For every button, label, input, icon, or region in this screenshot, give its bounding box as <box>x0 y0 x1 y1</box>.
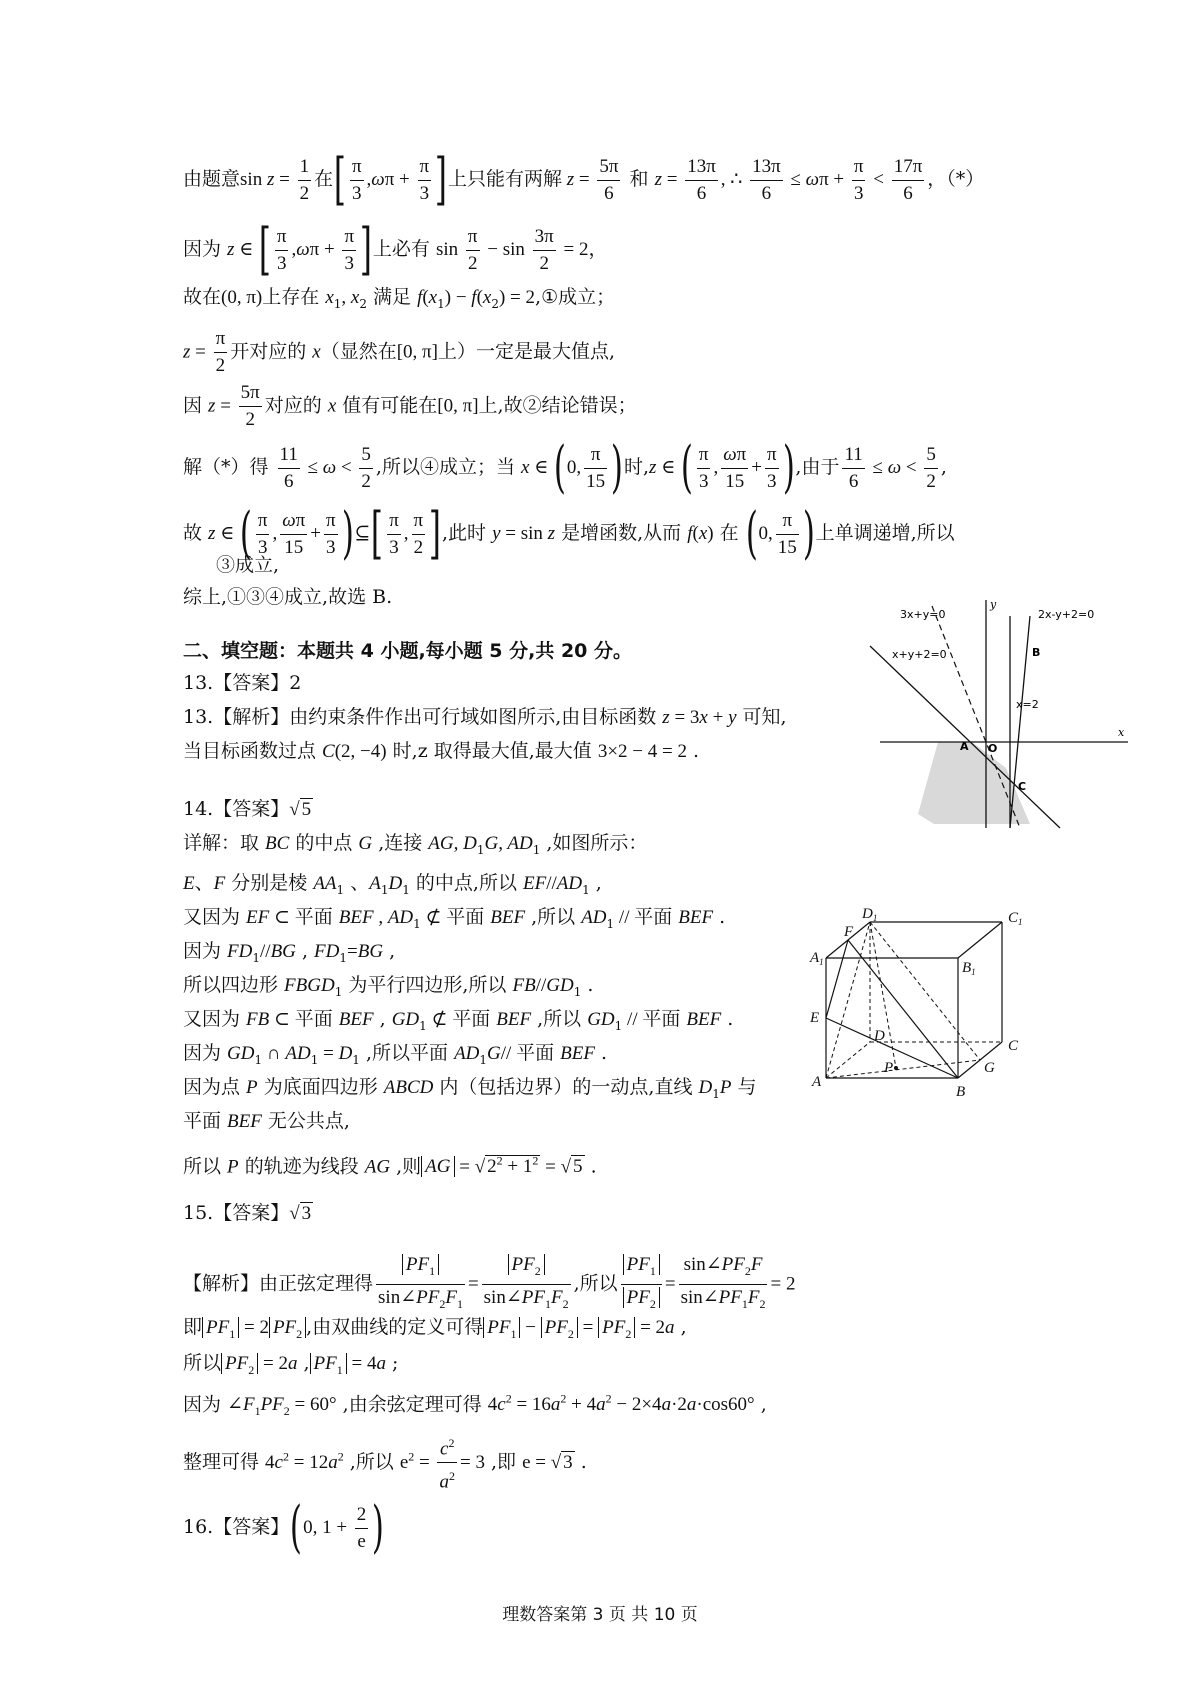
solution-14-5: 所以四边形 $FBGD_1$ 为平行四边形,所以 $FB//GD_1$ . <box>183 974 594 999</box>
solution-14-3: 又因为 EF ⊂ 平面 BEF , $AD_1$ ⊄ 平面 BEF ,所以 $AD_1$ // 平面 BEF . <box>183 906 726 931</box>
analysis-15-3: 所以 $PF_2 = 2a$ , $PF_1 = 4a$ ; <box>183 1352 399 1377</box>
solution-14-10: 所以 P 的轨迹为线段 AG ,则 AG = √ $2^2 + 1^2$ = √ 5 . <box>183 1154 597 1178</box>
analysis-15-4: 因为 $\angle F_1PF_2 = 60^\circ$ ,由余弦定理可得 $4c^2 = 16a^2 + 4a^2 - 2\times 4a\cdot 2a\cdot\cos 60^\circ$ , <box>183 1392 767 1419</box>
analysis-15-1: 【解析】由正弦定理得 $\frac{PF_1}{\sin\angle PF_2F_1}$ = $\frac{PF_2}{\sin\angle PF_1F_2}$ ,所以 $\frac{PF_1}{PF_2}$ = $\frac{\sin\angle PF_2F}{\sin\angle PF_1F_2}$ = 2 <box>183 1254 796 1311</box>
segment-f-b <box>848 940 958 1078</box>
answer-13: 13.【答案】2 <box>183 672 302 694</box>
vertex-b1-label: $B_1$ <box>962 960 976 977</box>
solution-line-8: ③成立, <box>216 554 280 576</box>
label-x-2: x=2 <box>1016 698 1039 711</box>
y-axis-label: y <box>990 598 997 611</box>
vertex-d1-label: $D_1$ <box>862 906 878 923</box>
solution-14-6: 又因为 FB ⊂ 平面 BEF , $GD_1$ ⊄ 平面 BEF ,所以 $GD_1$ // 平面 BEF . <box>183 1008 734 1033</box>
answer-15: 15.【答案】√ 3 <box>183 1202 312 1224</box>
label-x-y-2: x+y+2=0 <box>892 648 947 661</box>
solution-14-7: 因为 $GD_1$ ∩ $AD_1 = D_1$ ,所以平面 $AD_1G//$ 平面 BEF . <box>183 1042 608 1067</box>
vertex-c1-label: $C_1$ <box>1008 910 1023 927</box>
point-a-label: A <box>960 740 969 753</box>
analysis-15-2: 即 $PF_1 = 2$ $PF_2$ ,由双曲线的定义可得 $PF_1 - PF_2 = PF_2 = 2a$ , <box>183 1316 687 1341</box>
section-heading: 二、填空题：本题共 4 小题,每小题 5 分,共 20 分。 <box>183 640 633 662</box>
edge-a-d <box>826 1042 870 1078</box>
answer-16: 16.【答案】(0, 1 + $\frac{2}{e}$ ) <box>183 1495 385 1560</box>
segment-a-g <box>826 1060 980 1078</box>
solution-line-9: 综上,①③④成立,故选 B. <box>183 586 393 608</box>
solution-line-3: 故在(0, π)上存在 $x_1$, $x_2$ 满足 $f(x_1) - f(x_2)$ = 2,①成立； <box>183 286 616 311</box>
segment-a-d1 <box>826 922 870 1078</box>
cube-figure <box>810 906 1058 1100</box>
solution-line-5: 因 z = $\frac{5\pi}{2}$ 对应的 x 值有可能在[0, π]上,故②结论错误； <box>183 382 637 430</box>
solution-14-2: E、F 分别是棱 $AA_1$ 、$A_1D_1$ 的中点,所以 $EF//AD_1$ , <box>183 872 602 897</box>
solution-14-8: 因为点 P 为底面四边形 ABCD 内（包括边界）的一动点,直线 $D_1P$ 与 <box>183 1076 757 1101</box>
point-f-label: F <box>844 924 854 940</box>
vertex-a1-label: $A_1$ <box>810 950 824 967</box>
solution-line-1: 由题意sin z = $\frac{1}{2}$ 在[ $\frac{\pi}{3}$ ,ωπ + $\frac{\pi}{3}$ ]上只能有两解 z = $\frac{5\pi}{6}$ 和 z = $\frac{13\pi}{6}$ , ∴ $\frac{13\pi}{6}$ ≤ ωπ + $\frac{\pi}{3}$ < $\frac{17\pi}{6}$ ，（*） <box>183 147 985 212</box>
point-p <box>894 1066 898 1070</box>
edge-b1-c1 <box>958 922 1002 958</box>
x-axis-label: x <box>1118 726 1125 739</box>
analysis-15-5: 整理可得 $4c^2 = 12a^2$ ,所以 $e^2$ = $\frac{c^2}{a^2}$ = 3 ,即 e = √ 3 . <box>183 1430 587 1496</box>
vertex-b-label: B <box>956 1084 966 1100</box>
point-e-label: E <box>810 1010 820 1026</box>
point-g-label: G <box>984 1060 995 1076</box>
segment-e-f <box>826 940 848 1018</box>
solution-line-2: 因为 z ∈ [ $\frac{\pi}{3}$ ,ωπ + $\frac{\pi}{3}$ ]上必有 sin $\frac{\pi}{2}$ − sin $\frac{3\pi}{2}$ = 2， <box>183 217 608 282</box>
vertex-d-label: D <box>874 1028 885 1044</box>
point-c-label: C <box>1018 780 1027 793</box>
answer-14: 14.【答案】√ 5 <box>183 798 312 820</box>
solution-14-1: 详解：取 BC 的中点 G ,连接 AG, $D_1G$, $AD_1$ ,如图所示： <box>183 832 648 857</box>
solution-line-6: 解（*）得 $\frac{11}{6}$ ≤ ω < $\frac{5}{2}$ ,所以④成立；当 x ∈ (0, $\frac{\pi}{15}$ )时,z ∈ ( $\frac{\pi}{3}$ , $\frac{\omega\pi}{15}$ + $\frac{\pi}{3}$ ),由于 $\frac{11}{6}$ ≤ ω < $\frac{5}{2}$ , <box>183 435 947 500</box>
label-3x-y-0: 3x+y=0 <box>900 608 946 621</box>
page-footer: 理数答案第 3 页 共 10 页 <box>502 1605 698 1625</box>
segment-d1-g <box>870 922 980 1060</box>
origin-label: O <box>988 742 998 755</box>
analysis-13-b: 当目标函数过点 C(2, −4) 时,z 取得最大值,最大值 3×2 − 4 = 2 . <box>183 740 700 762</box>
solution-14-4: 因为 $FD_1//BG$ , $FD_1=BG$ , <box>183 940 396 965</box>
vertex-a-label: A <box>812 1074 822 1090</box>
solution-line-7: 故 z ∈ ( $\frac{\pi}{3}$ , $\frac{\omega\pi}{15}$ + $\frac{\pi}{3}$ )⊆[ $\frac{\pi}{3}$ , $\frac{\pi}{2}$ ],此时 y = sin z 是增函数,从而 f(x) 在 (0, $\frac{\pi}{15}$ )上单调递增,所以 <box>183 501 955 566</box>
label-2x-y-2: 2x-y+2=0 <box>1038 608 1095 621</box>
feasible-region-figure <box>860 596 1130 836</box>
solution-14-9: 平面 BEF 无公共点, <box>183 1110 350 1132</box>
point-p-label: P <box>884 1060 894 1076</box>
solution-line-4: z = $\frac{\pi}{2}$ 开对应的 x（显然在[0, π]上）一定是最大值点, <box>183 328 616 376</box>
analysis-13: 13.【解析】由约束条件作出可行域如图所示,由目标函数 z = 3x + y 可知, <box>183 706 787 728</box>
point-b-label: B <box>1032 646 1041 659</box>
vertex-c-label: C <box>1008 1038 1019 1054</box>
